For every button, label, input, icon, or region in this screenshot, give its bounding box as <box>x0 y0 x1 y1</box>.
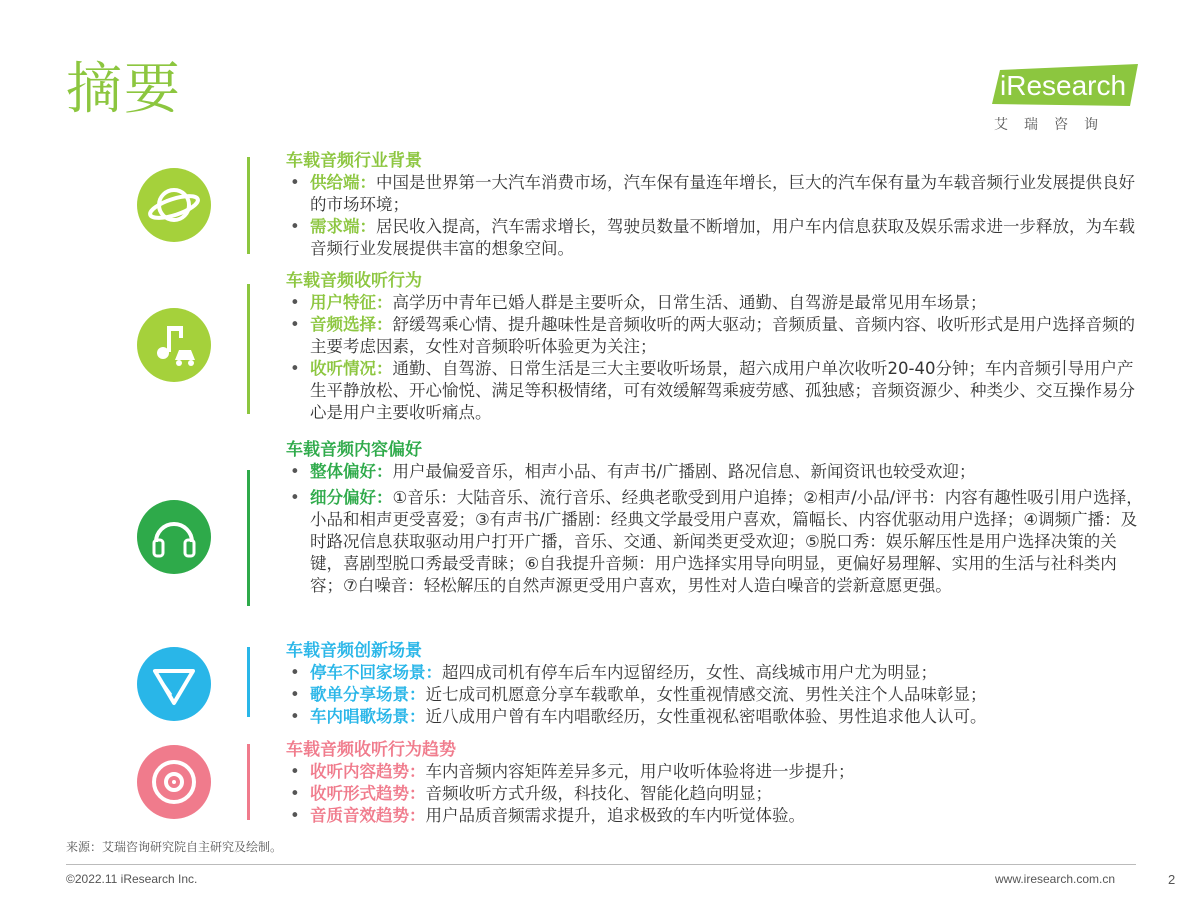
list-item: • 车内唱歌场景：近八成用户曾有车内唱歌经历，女性重视私密唱歌体验、男性追求他人认可。 <box>286 706 1146 728</box>
list-item: • 细分偏好：①音乐：大陆音乐、流行音乐、经典老歌受到用户追捧；②相声/小品/评书：内容有趣性吸引用户选择，小品和相声更受喜爱；③有声书/广播剧：经典文学最受用户喜欢，篇幅长、内容优驱动用户选择；④调频广播：及时路况信息获取驱动用户打开广播，音乐、交通、新闻类更受欢迎；⑤脱口秀：娱乐解压性是用户选择决策的关键，喜剧型脱口秀最受青睐；⑥自我提升音频：用户选择实用导向明显，更偏好易理解、实用的生活与社科类内容；⑦白噪音：轻松解压的自然声源更受用户喜欢，男性对人造白噪音的尝新意愿更强。 <box>286 487 1146 597</box>
section-divider <box>247 470 250 606</box>
section-title: 车载音频收听行为 <box>286 271 422 291</box>
list-item: • 歌单分享场景：近七成司机愿意分享车载歌单，女性重视情感交流、男性关注个人品味彰显； <box>286 684 1146 706</box>
list-item: • 停车不回家场景：超四成司机有停车后车内逗留经历，女性、高线城市用户尤为明显； <box>286 662 1146 684</box>
list-item: • 收听情况：通勤、自驾游、日常生活是三大主要收听场景，超六成用户单次收听20-40分钟；车内音频引导用户产生平静放松、开心愉悦、满足等积极情绪，可有效缓解驾乘疲劳感、孤独感；音频资源少、种类少、交互操作易分心是用户主要收听痛点。 <box>286 358 1146 424</box>
bullet-list <box>286 761 1146 827</box>
list-item: • 收听形式趋势：音频收听方式升级，科技化、智能化趋向明显； <box>286 783 1146 805</box>
bullet-list <box>286 172 1146 260</box>
list-item: • 用户特征：高学历中青年已婚人群是主要听众，日常生活、通勤、自驾游是最常见用车场景； <box>286 292 1146 314</box>
section-divider <box>247 157 250 254</box>
list-item: • 音质音效趋势：用户品质音频需求提升，追求极致的车内听觉体验。 <box>286 805 1146 827</box>
section-title: 车载音频行业背景 <box>286 151 422 171</box>
bullet-list <box>286 662 1146 728</box>
page-number: 2 <box>1168 872 1176 887</box>
page-title: 摘要 <box>66 57 182 122</box>
copyright: ©2022.11 iResearch Inc. <box>66 872 198 886</box>
headphones-icon <box>137 500 211 574</box>
section-divider <box>247 744 250 820</box>
website-link[interactable]: www.iresearch.com.cn <box>995 872 1116 886</box>
iresearch-logo <box>992 64 1142 134</box>
logo-text: iResearch <box>1000 70 1127 101</box>
section-title: 车载音频创新场景 <box>286 641 422 661</box>
bullet-list <box>286 461 1146 597</box>
section-title: 车载音频收听行为趋势 <box>286 740 456 760</box>
planet-icon <box>137 168 211 242</box>
section-divider <box>247 284 250 414</box>
vinyl-disc-icon <box>137 745 211 819</box>
bullet-list <box>286 292 1146 424</box>
list-item: • 整体偏好：用户最偏爱音乐，相声小品、有声书/广播剧、路况信息、新闻资讯也较受欢迎； <box>286 461 1146 483</box>
source-note: 来源：艾瑞咨询研究院自主研究及绘制。 <box>66 840 283 854</box>
footer-divider <box>66 864 1136 865</box>
list-item: • 收听内容趋势：车内音频内容矩阵差异多元，用户收听体验将进一步提升； <box>286 761 1146 783</box>
list-item: • 供给端：中国是世界第一大汽车消费市场，汽车保有量连年增长，巨大的汽车保有量为车载音频行业发展提供良好的市场环境； <box>286 172 1146 216</box>
section-divider <box>247 647 250 717</box>
music-car-icon <box>137 308 211 382</box>
list-item: • 音频选择：舒缓驾乘心情、提升趣味性是音频收听的两大驱动；音频质量、音频内容、收听形式是用户选择音频的主要考虑因素，女性对音频聆听体验更为关注； <box>286 314 1146 358</box>
logo-subtitle: 艾瑞咨询 <box>994 117 1114 133</box>
section-title: 车载音频内容偏好 <box>286 440 422 460</box>
diamond-icon <box>137 647 211 721</box>
list-item: • 需求端：居民收入提高，汽车需求增长，驾驶员数量不断增加，用户车内信息获取及娱乐需求进一步释放，为车载音频行业发展提供丰富的想象空间。 <box>286 216 1146 260</box>
